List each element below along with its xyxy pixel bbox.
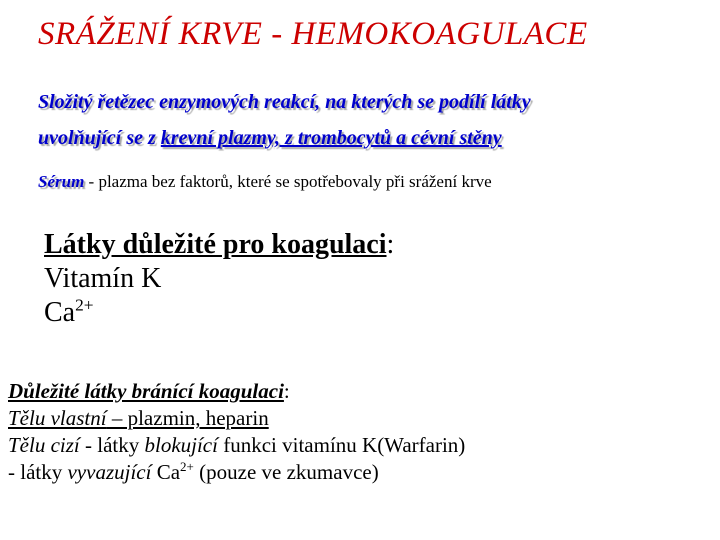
calcium-symbol: Ca: [44, 297, 76, 328]
anticoagulants-heading-line: [8, 378, 465, 405]
foreign-blocking: blokující: [144, 433, 218, 457]
intro-line-1: Složitý řetězec enzymových reakcí, na kterých se podílí látky: [38, 91, 531, 113]
serum-term: Sérum: [38, 172, 85, 191]
own-label: Tělu vlastní: [8, 406, 107, 430]
coagulation-agents-heading-line: [44, 228, 394, 262]
anticoagulants-own: [8, 405, 465, 432]
anticoagulants-colon: :: [283, 379, 290, 403]
own-text: – plazmin, heparin: [106, 406, 269, 430]
binding-prefix: - látky: [8, 460, 68, 484]
calcium-charge: 2+: [75, 295, 94, 315]
agent-calcium: [44, 296, 394, 330]
binding-ca: Ca: [151, 460, 181, 484]
intro-paragraph: [38, 84, 698, 156]
binding-suffix: (pouze ve zkumavce): [193, 460, 379, 484]
coagulation-agents-colon: :: [386, 229, 395, 260]
intro-line-2-prefix: uvolňující se z: [38, 127, 161, 149]
intro-line-2: [38, 120, 698, 156]
page-title: SRÁŽENÍ KRVE - HEMOKOAGULACE: [38, 16, 588, 52]
anticoagulants-binding: [8, 459, 465, 486]
foreign-text-1: - látky: [79, 433, 145, 457]
anticoagulants-foreign: [8, 432, 465, 459]
intro-sources: krevní plazmy, z trombocytů a cévní stěny: [160, 127, 502, 149]
foreign-label: Tělu cizí: [8, 433, 80, 457]
foreign-text-2: funkci vitamínu K(Warfarin): [217, 433, 466, 457]
coagulation-agents: [44, 228, 394, 330]
serum-text: - plazma bez faktorů, které se spotřebovaly při srážení krve: [84, 172, 492, 191]
coagulation-agents-heading: Látky důležité pro koagulaci: [44, 229, 387, 260]
binding-word: vyvazující: [67, 460, 152, 484]
agent-vitamin-k: Vitamín K: [44, 263, 162, 294]
anticoagulants: [8, 378, 465, 486]
anticoagulants-heading: Důležité látky bránící koagulaci: [8, 379, 284, 403]
binding-charge: 2+: [180, 459, 194, 474]
serum-definition: [38, 172, 492, 192]
